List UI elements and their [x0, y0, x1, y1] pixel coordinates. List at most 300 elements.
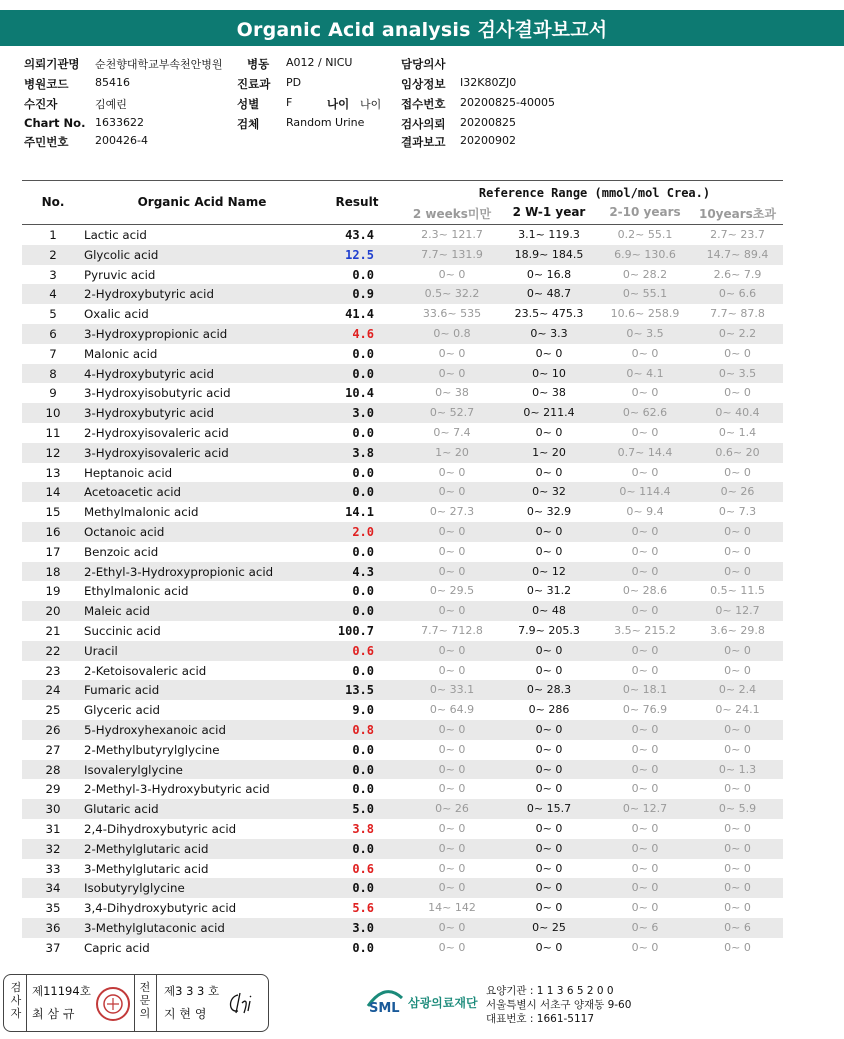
acid-name: Uracil	[84, 643, 118, 658]
ref-range-2w-1y: 18.9~ 184.5	[514, 247, 584, 261]
ref-range-2-10y: 0~ 0	[631, 465, 659, 479]
ref-range-2-10y: 0~ 0	[631, 663, 659, 677]
clinical-label: 임상정보	[401, 77, 446, 91]
ref-range-10y-plus: 0~ 2.2	[718, 326, 757, 340]
ref-range-10y-plus: 0~ 0	[724, 663, 751, 677]
ref-range-2w-1y: 0~ 0	[535, 841, 563, 855]
ref-range-10y-plus: 0.5~ 11.5	[710, 584, 765, 598]
ref-range-2-10y: 3.5~ 215.2	[614, 623, 676, 637]
table-row	[22, 403, 783, 423]
result-value: 0.0	[352, 485, 374, 500]
doctor-label: 담당의사	[401, 57, 446, 71]
table-row	[22, 304, 783, 324]
row-no: 29	[45, 782, 61, 797]
result-value: 0.0	[352, 881, 374, 896]
report-footer	[0, 964, 844, 1039]
ref-range-2-10y: 0~ 0	[631, 861, 659, 875]
ref-range-2w: 14~ 142	[428, 901, 476, 915]
ref-range-2-10y: 10.6~ 258.9	[610, 307, 680, 321]
table-row	[22, 284, 783, 304]
sml-logo-icon	[366, 986, 404, 1016]
ref-range-2-10y: 0~ 0	[631, 901, 659, 915]
ref-range-2w: 0.5~ 32.2	[424, 287, 480, 301]
examiner-label: 검사자	[10, 981, 22, 1020]
ref-col-4-header: 10years초과	[698, 207, 776, 221]
ref-range-2w-1y: 0~ 0	[535, 465, 563, 479]
row-no: 12	[45, 445, 61, 460]
ref-range-2-10y: 0.2~ 55.1	[617, 228, 673, 241]
ref-range-2-10y: 0~ 0	[631, 742, 659, 756]
table-body	[22, 225, 783, 957]
ref-range-2w-1y: 0~ 0	[535, 425, 563, 439]
acid-name: 2-Methyl-3-Hydroxybutyric acid	[84, 782, 270, 797]
table-row	[22, 324, 783, 344]
clinical-value: I32K80ZJ0	[460, 76, 517, 89]
signature-icon	[224, 989, 260, 1021]
acid-name: 2-Methylbutyrylglycine	[84, 742, 220, 757]
ref-range-10y-plus: 0~ 0	[724, 722, 751, 736]
ref-range-2w: 0~ 0	[438, 722, 466, 736]
ref-range-2w: 0~ 0	[438, 920, 466, 934]
ref-range-10y-plus: 0~ 3.5	[718, 366, 757, 380]
acid-name: 2-Ketoisovaleric acid	[84, 663, 207, 678]
row-no: 8	[49, 366, 57, 381]
acid-name: 3-Hydroxyisobutyric acid	[84, 386, 231, 401]
ref-range-10y-plus: 0~ 0	[724, 386, 751, 400]
ref-range-2w-1y: 0~ 0	[535, 821, 563, 835]
reference-range-header: Reference Range (mmol/mol Crea.)	[478, 186, 711, 200]
ref-range-2w-1y: 1~ 20	[532, 445, 566, 459]
patient-label: 수진자	[24, 97, 58, 111]
ref-range-10y-plus: 14.7~ 89.4	[706, 247, 769, 261]
ref-range-2-10y: 0~ 18.1	[622, 683, 668, 697]
ref-range-2w-1y: 0~ 28.3	[526, 683, 572, 697]
dept-label: 진료과	[237, 77, 271, 91]
ref-range-2w: 0~ 0	[438, 465, 466, 479]
ref-range-2w-1y: 0~ 211.4	[523, 406, 575, 420]
result-value: 0.0	[352, 742, 374, 757]
col-result-header: Result	[335, 195, 379, 209]
ref-range-2w-1y: 0~ 0	[535, 346, 563, 360]
ward-value: A012 / NICU	[286, 56, 353, 69]
ref-range-2w: 33.6~ 535	[422, 307, 482, 321]
dept-value: PD	[286, 76, 302, 89]
acid-name: 3,4-Dihydroxybutyric acid	[84, 901, 237, 916]
table-row	[22, 938, 783, 958]
ref-range-2-10y: 0.7~ 14.4	[617, 445, 673, 459]
sex-value: F	[286, 96, 293, 109]
ref-range-2w: 0~ 0	[438, 643, 466, 657]
specialist-license: 제3 3 3 호	[164, 984, 220, 998]
row-no: 19	[45, 584, 61, 599]
row-no: 34	[45, 881, 61, 896]
ref-range-10y-plus: 0~ 0	[724, 742, 751, 756]
ref-range-10y-plus: 0~ 0	[724, 940, 751, 954]
acid-name: Fumaric acid	[84, 683, 160, 698]
table-row	[22, 443, 783, 463]
ref-range-10y-plus: 0~ 0	[724, 841, 751, 855]
ref-range-2w-1y: 0~ 0	[535, 782, 563, 796]
acid-name: Succinic acid	[84, 623, 161, 638]
ref-range-2-10y: 0~ 12.7	[622, 802, 668, 816]
acid-name: 3-Methylglutaconic acid	[84, 920, 225, 935]
ref-range-2w-1y: 0~ 48.7	[526, 287, 572, 301]
ref-range-2-10y: 0~ 28.2	[622, 267, 668, 281]
ref-range-2w: 0~ 0	[438, 821, 466, 835]
ref-range-2-10y: 0~ 0	[631, 643, 659, 657]
ref-range-2w-1y: 0~ 15.7	[526, 802, 572, 816]
patient-value: 김예린	[95, 98, 127, 111]
acid-name: 2-Hydroxybutyric acid	[84, 287, 214, 302]
ref-range-10y-plus: 0~ 6.6	[718, 287, 757, 301]
row-no: 32	[45, 841, 61, 856]
acid-name: Glycolic acid	[84, 247, 159, 262]
ref-range-2w: 0~ 0	[438, 762, 466, 776]
acid-name: 2,4-Dihydroxybutyric acid	[84, 821, 237, 836]
row-no: 24	[45, 683, 61, 698]
result-value: 0.0	[352, 782, 374, 797]
result-value: 0.0	[352, 604, 374, 619]
ref-range-2w: 0~ 0	[438, 841, 466, 855]
ref-range-2w: 2.3~ 121.7	[421, 228, 483, 241]
report-date-value: 20200902	[460, 134, 516, 147]
table-row	[22, 463, 783, 483]
table-row	[22, 878, 783, 898]
ref-range-2-10y: 0~ 6	[631, 920, 659, 934]
age-value: 나이	[360, 98, 382, 111]
ref-col-2-header: 2 W-1 year	[512, 205, 586, 219]
ref-range-2w-1y: 0~ 12	[532, 564, 566, 578]
acid-name: Isovalerylglycine	[84, 762, 183, 777]
ref-range-10y-plus: 0~ 0	[724, 524, 751, 538]
result-value: 0.0	[352, 267, 374, 282]
acid-name: 3-Hydroxyisovaleric acid	[84, 445, 229, 460]
table-row	[22, 779, 783, 799]
seal-icon	[96, 987, 130, 1021]
ref-range-2w-1y: 0~ 0	[535, 544, 563, 558]
col-no-header: No.	[41, 195, 65, 209]
patient-info	[0, 52, 844, 152]
receipt-value: 20200825-40005	[460, 96, 555, 109]
ref-range-2w: 0~ 0	[438, 564, 466, 578]
row-no: 6	[49, 326, 57, 341]
row-no: 30	[45, 802, 61, 817]
signature-box	[3, 974, 269, 1032]
ref-range-2w-1y: 0~ 3.3	[530, 326, 568, 340]
result-value: 0.0	[352, 346, 374, 361]
ref-col-3-header: 2-10 years	[609, 205, 681, 219]
table-row	[22, 641, 783, 661]
report-title: Organic Acid analysis 검사결과보고서	[236, 18, 608, 41]
ref-range-2-10y: 0~ 114.4	[619, 485, 671, 499]
result-value: 0.9	[352, 287, 374, 302]
row-no: 3	[49, 267, 57, 282]
ref-range-2w: 0~ 27.3	[429, 505, 475, 519]
hospital-code-value: 85416	[95, 76, 130, 89]
specialist-name: 지 현 영	[164, 1007, 207, 1021]
result-value: 100.7	[337, 623, 374, 638]
row-no: 31	[45, 821, 61, 836]
row-no: 33	[45, 861, 61, 876]
result-value: 43.4	[345, 228, 374, 242]
ref-range-2w: 0~ 0	[438, 782, 466, 796]
result-value: 4.3	[352, 564, 374, 579]
acid-name: 4-Hydroxybutyric acid	[84, 366, 214, 381]
ref-range-2-10y: 0~ 0	[631, 940, 659, 954]
ref-range-2w-1y: 0~ 0	[535, 663, 563, 677]
ref-range-2w: 0~ 0	[438, 861, 466, 875]
result-value: 0.0	[352, 841, 374, 856]
ref-col-1-header: 2 weeks미만	[412, 207, 492, 221]
acid-name: Benzoic acid	[84, 544, 159, 559]
ref-range-2w: 0~ 0	[438, 267, 466, 281]
ref-range-10y-plus: 0~ 26	[720, 485, 755, 499]
row-no: 9	[49, 386, 57, 401]
result-value: 3.0	[352, 406, 374, 421]
table-row	[22, 542, 783, 562]
ref-range-2w-1y: 0~ 38	[532, 386, 566, 400]
result-value: 0.0	[352, 465, 374, 480]
specimen-label: 검체	[237, 117, 260, 131]
ref-range-2w: 1~ 20	[435, 445, 469, 459]
ref-range-2w-1y: 0~ 32	[532, 485, 566, 499]
table-row	[22, 740, 783, 760]
table-row	[22, 383, 783, 403]
ref-range-10y-plus: 0~ 0	[724, 465, 751, 479]
ref-range-2w: 7.7~ 712.8	[421, 623, 483, 637]
ref-range-2w-1y: 0~ 286	[528, 703, 570, 717]
request-value: 20200825	[460, 116, 516, 129]
ref-range-10y-plus: 0~ 0	[724, 346, 751, 360]
table-row	[22, 265, 783, 285]
row-no: 18	[45, 564, 61, 579]
ref-range-2-10y: 0~ 0	[631, 425, 659, 439]
acid-name: Methylmalonic acid	[84, 505, 199, 520]
acid-name: Acetoacetic acid	[84, 485, 182, 500]
result-value: 0.6	[352, 643, 374, 658]
col-name-header: Organic Acid Name	[137, 195, 267, 209]
table-row	[22, 482, 783, 502]
result-value: 12.5	[345, 247, 374, 262]
ref-range-2w: 0~ 64.9	[429, 703, 475, 717]
ref-range-2w-1y: 3.1~ 119.3	[518, 228, 580, 241]
ref-range-2-10y: 0~ 0	[631, 524, 659, 538]
receipt-label: 접수번호	[401, 97, 446, 111]
company-address: 서울특별시 서초구 양재동 9-60	[486, 999, 632, 1011]
id-label: 주민번호	[24, 135, 69, 149]
row-no: 28	[45, 762, 61, 777]
ref-range-2-10y: 0~ 28.6	[622, 584, 668, 598]
ref-range-2w: 0~ 0	[438, 544, 466, 558]
table-row	[22, 581, 783, 601]
ref-range-2w-1y: 0~ 0	[535, 722, 563, 736]
institution-code: 요양기관 : 1 1 3 6 5 2 0 0	[486, 985, 614, 997]
row-no: 22	[45, 643, 61, 658]
acid-name: Glutaric acid	[84, 802, 159, 817]
ref-range-2w: 0~ 7.4	[433, 425, 471, 439]
acid-name: 2-Ethyl-3-Hydroxypropionic acid	[84, 564, 274, 579]
report-date-label: 결과보고	[401, 135, 446, 149]
ref-range-2-10y: 0~ 9.4	[626, 505, 664, 519]
row-no: 1	[49, 228, 57, 242]
ref-range-2w-1y: 0~ 10	[532, 366, 566, 380]
row-no: 16	[45, 524, 61, 539]
table-row	[22, 522, 783, 542]
results-table	[22, 180, 783, 957]
acid-name: 3-Hydroxybutyric acid	[84, 406, 214, 421]
row-no: 27	[45, 742, 61, 757]
ref-range-2-10y: 0~ 62.6	[622, 406, 668, 420]
acid-name: 2-Methylglutaric acid	[84, 841, 209, 856]
report-title-bar	[0, 10, 844, 46]
row-no: 15	[45, 505, 61, 520]
ref-range-10y-plus: 0~ 0	[724, 643, 751, 657]
ref-range-10y-plus: 0~ 1.3	[718, 762, 757, 776]
logo-text: SML	[369, 1001, 400, 1016]
table-row	[22, 918, 783, 938]
ref-range-10y-plus: 0~ 6	[724, 920, 751, 934]
row-no: 7	[49, 346, 57, 361]
examiner-name: 최 삼 규	[32, 1007, 75, 1021]
ref-range-2w: 0~ 29.5	[429, 584, 475, 598]
table-row	[22, 364, 783, 384]
ref-range-10y-plus: 0~ 5.9	[718, 802, 757, 816]
ref-range-10y-plus: 0~ 12.7	[715, 604, 760, 618]
row-no: 5	[49, 307, 57, 322]
ref-range-2w-1y: 0~ 0	[535, 742, 563, 756]
acid-name: 5-Hydroxyhexanoic acid	[84, 722, 226, 737]
ref-range-2w: 7.7~ 131.9	[421, 247, 483, 261]
specialist-label: 전문의	[139, 981, 151, 1020]
age-label: 나이	[327, 97, 350, 111]
ref-range-2-10y: 0~ 0	[631, 841, 659, 855]
table-row	[22, 760, 783, 780]
ref-range-2w: 0~ 52.7	[429, 406, 475, 420]
row-no: 11	[45, 425, 61, 440]
acid-name: Heptanoic acid	[84, 465, 173, 480]
result-value: 0.6	[352, 861, 374, 876]
acid-name: Isobutyrylglycine	[84, 881, 185, 896]
acid-name: Capric acid	[84, 940, 150, 955]
company-name: 삼광의료재단	[408, 996, 478, 1010]
examiner-license: 제11194호	[32, 984, 91, 998]
ref-range-10y-plus: 0~ 1.4	[718, 425, 757, 439]
ref-range-2w: 0~ 0	[438, 604, 466, 618]
row-no: 35	[45, 901, 61, 916]
ref-range-10y-plus: 0~ 40.4	[715, 406, 760, 420]
ref-range-2-10y: 0~ 55.1	[622, 287, 668, 301]
ref-range-2-10y: 0~ 3.5	[626, 326, 664, 340]
ref-range-10y-plus: 0~ 2.4	[718, 683, 757, 697]
ref-range-2w: 0~ 0	[438, 663, 466, 677]
row-no: 10	[45, 406, 61, 421]
ref-range-10y-plus: 0~ 24.1	[715, 703, 760, 717]
row-no: 17	[45, 544, 61, 559]
table-row	[22, 799, 783, 819]
ref-range-2w-1y: 0~ 0	[535, 643, 563, 657]
ref-range-10y-plus: 0.6~ 20	[715, 445, 760, 459]
ref-range-2w-1y: 0~ 31.2	[526, 584, 572, 598]
ref-range-2w-1y: 0~ 48	[532, 604, 566, 618]
table-header	[22, 181, 783, 225]
row-no: 4	[49, 287, 57, 302]
acid-name: 3-Methylglutaric acid	[84, 861, 209, 876]
row-no: 36	[45, 920, 61, 935]
row-no: 25	[45, 703, 61, 718]
acid-name: Ethylmalonic acid	[84, 584, 189, 599]
ward-label: 병동	[247, 57, 270, 71]
table-row	[22, 562, 783, 582]
ref-range-2w-1y: 23.5~ 475.3	[514, 307, 584, 321]
acid-name: Lactic acid	[84, 228, 147, 242]
ref-range-2w-1y: 7.9~ 205.3	[518, 623, 580, 637]
table-row	[22, 423, 783, 443]
sex-label: 성별	[237, 97, 260, 111]
ref-range-2-10y: 0~ 76.9	[622, 703, 668, 717]
ref-range-10y-plus: 0~ 0	[724, 901, 751, 915]
ref-range-2-10y: 0~ 0	[631, 346, 659, 360]
ref-range-10y-plus: 2.7~ 23.7	[710, 228, 765, 241]
table-row	[22, 601, 783, 621]
result-value: 4.6	[352, 326, 374, 341]
ref-range-2w-1y: 0~ 0	[535, 901, 563, 915]
ref-range-2w: 0~ 26	[435, 802, 469, 816]
table-row	[22, 898, 783, 918]
institution-value: 순천향대학교부속천안병원	[95, 58, 223, 71]
row-no: 26	[45, 722, 61, 737]
result-value: 3.8	[352, 821, 374, 836]
ref-range-10y-plus: 2.6~ 7.9	[713, 267, 762, 281]
table-row	[22, 839, 783, 859]
ref-range-2w: 0~ 0	[438, 524, 466, 538]
row-no: 2	[49, 247, 57, 262]
chart-no-value: 1633622	[95, 116, 144, 129]
result-value: 41.4	[345, 307, 374, 322]
acid-name: Malonic acid	[84, 346, 158, 361]
row-no: 13	[45, 465, 61, 480]
table-row	[22, 245, 783, 265]
ref-range-2w: 0~ 0	[438, 742, 466, 756]
table-row	[22, 700, 783, 720]
ref-range-2-10y: 0~ 4.1	[626, 366, 664, 380]
result-value: 0.8	[352, 722, 374, 737]
ref-range-2-10y: 6.9~ 130.6	[614, 247, 676, 261]
result-value: 2.0	[352, 524, 374, 539]
company-phone: 대표번호 : 1661-5117	[486, 1013, 595, 1025]
ref-range-2-10y: 0~ 0	[631, 386, 659, 400]
result-value: 0.0	[352, 762, 374, 777]
result-value: 5.0	[352, 802, 374, 817]
row-no: 14	[45, 485, 61, 500]
result-value: 5.6	[352, 901, 374, 916]
ref-range-2w: 0~ 0	[438, 940, 466, 954]
acid-name: Glyceric acid	[84, 703, 160, 718]
acid-name: Octanoic acid	[84, 524, 165, 539]
ref-range-10y-plus: 0~ 0	[724, 861, 751, 875]
ref-range-2-10y: 0~ 0	[631, 604, 659, 618]
ref-range-2w: 0~ 38	[435, 386, 469, 400]
institution-label: 의뢰기관명	[24, 57, 80, 71]
result-value: 0.0	[352, 366, 374, 381]
result-value: 3.8	[352, 445, 374, 460]
ref-range-2w-1y: 0~ 16.8	[526, 267, 572, 281]
row-no: 20	[45, 604, 61, 619]
ref-range-2w-1y: 0~ 0	[535, 524, 563, 538]
ref-range-10y-plus: 0~ 0	[724, 821, 751, 835]
ref-range-2-10y: 0~ 0	[631, 722, 659, 736]
hospital-code-label: 병원코드	[24, 77, 69, 91]
ref-range-10y-plus: 0~ 0	[724, 881, 751, 895]
